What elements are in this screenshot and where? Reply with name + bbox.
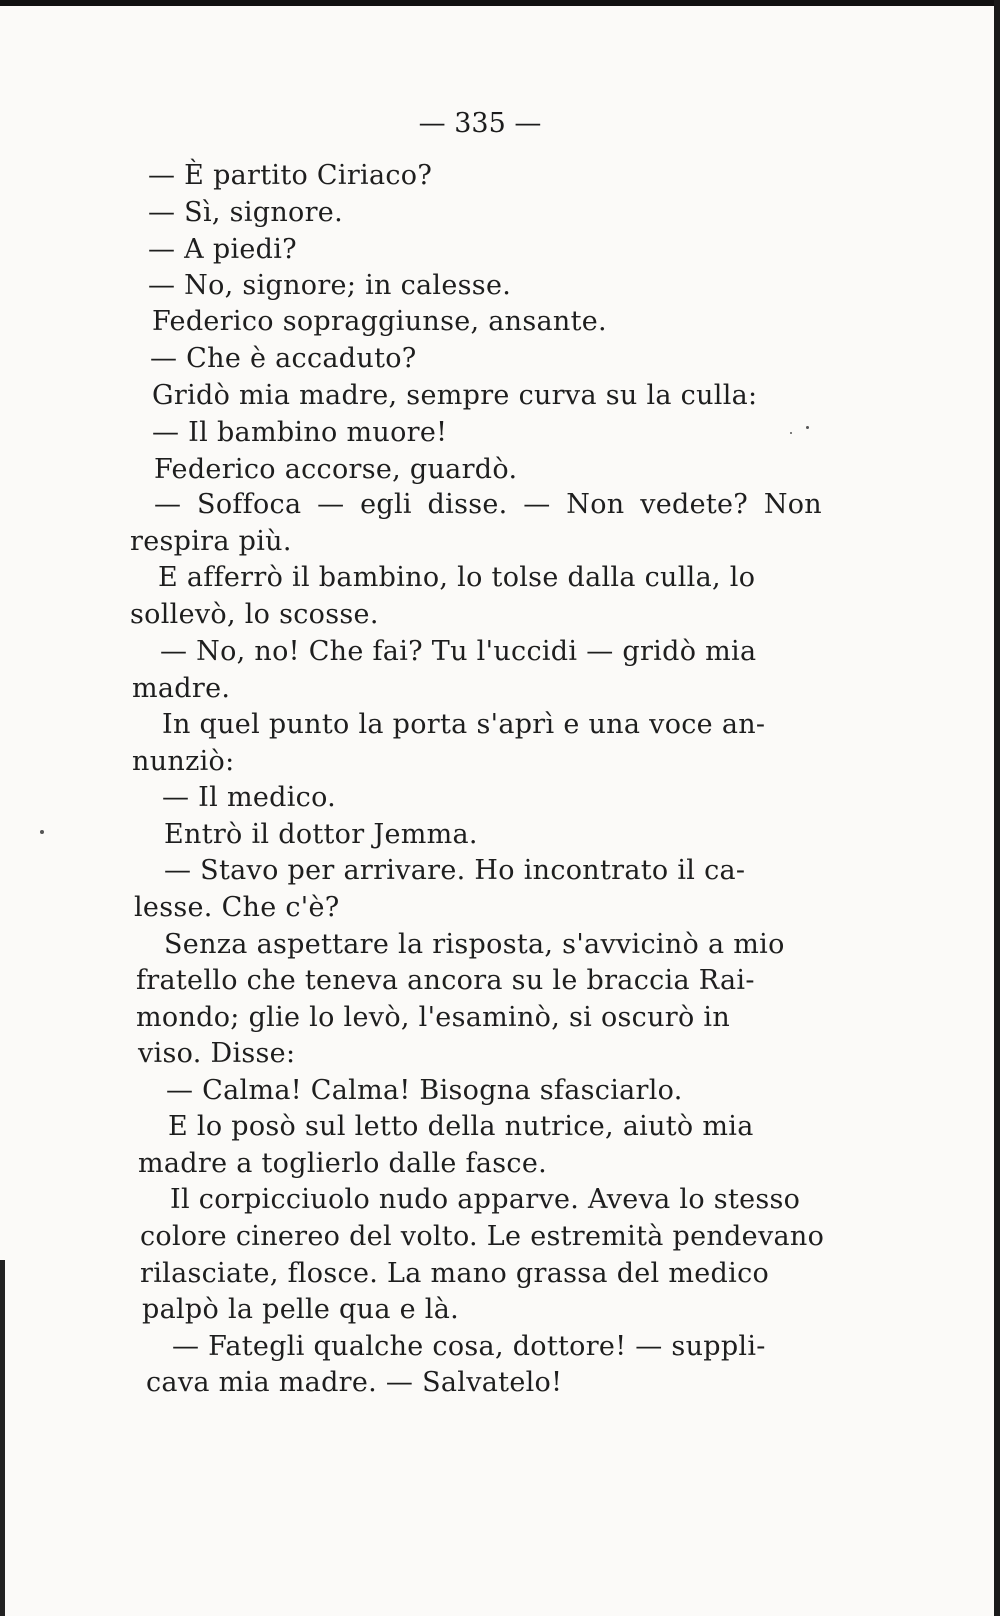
text-line: — Calma! Calma! Bisogna sfasciarlo.: [166, 1075, 683, 1106]
text-line: — Il medico.: [162, 782, 337, 813]
text-line: E lo posò sul letto della nutrice, aiutò mia: [168, 1111, 754, 1142]
text-line: fratello che teneva ancora su le braccia Rai-: [136, 965, 755, 996]
text-line: — Stavo per arrivare. Ho incontrato il ca-: [164, 855, 746, 886]
scan-edge-top: [0, 0, 1000, 6]
text-line: madre.: [132, 673, 231, 704]
text-line: cava mia madre. — Salvatelo!: [146, 1367, 563, 1398]
text-line: — Soffoca — egli disse. — Non vedete? Non: [154, 489, 822, 520]
text-line: viso. Disse:: [138, 1038, 296, 1069]
text-line: mondo; glie lo levò, l'esaminò, si oscurò in: [136, 1002, 731, 1033]
text-line: E afferrò il bambino, lo tolse dalla culla, lo: [158, 562, 756, 593]
text-line: Entrò il dottor Jemma.: [164, 819, 478, 850]
text-line: — Che è accaduto?: [150, 343, 417, 374]
text-line: Federico sopraggiunse, ansante.: [152, 306, 607, 337]
text-line: — Il bambino muore!: [152, 417, 448, 448]
text-line: Il corpicciuolo nudo apparve. Aveva lo stesso: [170, 1184, 801, 1215]
text-line: — Fategli qualche cosa, dottore! — suppli-: [172, 1331, 766, 1362]
scan-edge-left: [0, 1260, 5, 1616]
text-line: — È partito Ciriaco?: [148, 160, 433, 191]
text-line: Federico accorse, guardò.: [154, 454, 518, 485]
text-line: — No, no! Che fai? Tu l'uccidi — gridò mia: [160, 636, 757, 667]
text-line: — A piedi?: [148, 234, 297, 265]
text-line: In quel punto la porta s'aprì e una voce an-: [162, 709, 766, 740]
text-line: nunziò:: [132, 746, 235, 777]
scan-speck: [806, 426, 809, 429]
text-line: Senza aspettare la risposta, s'avvicinò a mio: [164, 929, 785, 960]
text-line: — Sì, signore.: [148, 197, 343, 228]
text-line: Gridò mia madre, sempre curva su la culla:: [152, 380, 758, 411]
text-line: lesse. Che c'è?: [134, 892, 340, 923]
text-line: palpò la pelle qua e là.: [142, 1294, 459, 1325]
text-line: colore cinereo del volto. Le estremità pendevano: [140, 1221, 825, 1252]
scan-speck: [790, 432, 792, 434]
text-line: rilasciate, flosce. La mano grassa del medico: [140, 1258, 770, 1289]
scan-speck: [40, 830, 44, 834]
text-line: respira più.: [130, 526, 292, 557]
text-line: — No, signore; in calesse.: [148, 270, 512, 301]
text-line: madre a toglierlo dalle fasce.: [138, 1148, 547, 1179]
scan-edge-right: [994, 0, 1000, 1616]
text-line: sollevò, lo scosse.: [130, 599, 379, 630]
page-number: — 335 —: [418, 108, 542, 139]
